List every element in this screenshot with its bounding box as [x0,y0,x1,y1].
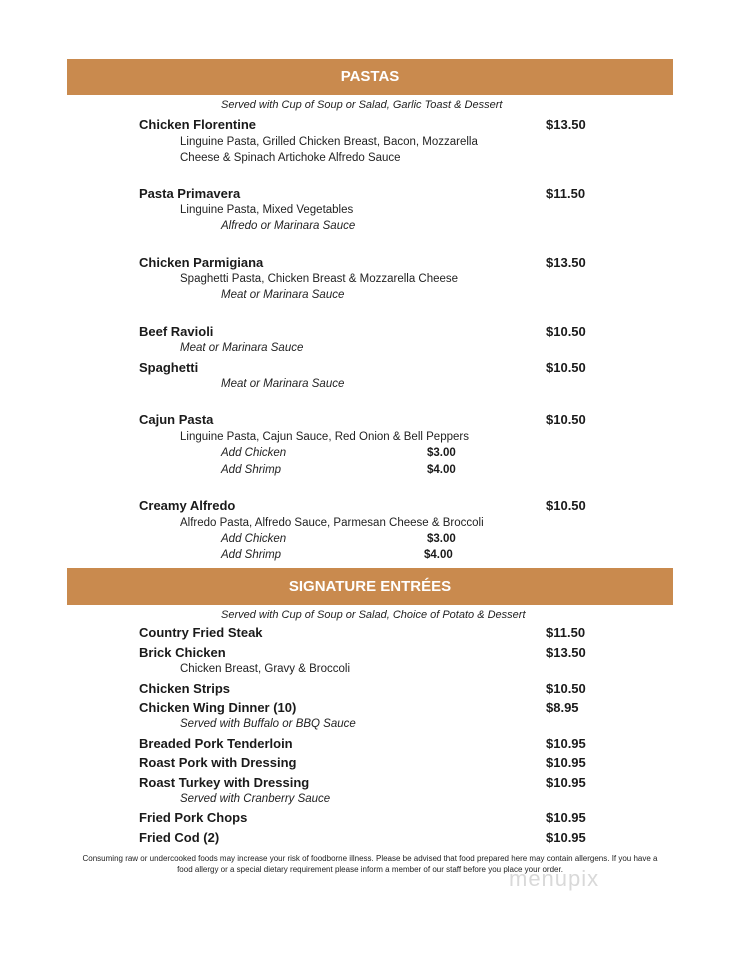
menu-item-price: $8.95 [546,700,579,715]
menu-item-addon-price: $4.00 [427,464,456,476]
menu-item-addon: Add Chicken [221,533,287,545]
menu-item-description: Alfredo Pasta, Alfredo Sauce, Parmesan Cheese & Broccoli [180,517,484,529]
watermark: menupix [509,866,600,891]
menu-item-name: Fried Cod (2) [139,830,220,845]
disclaimer-line: Consuming raw or undercooked foods may increase your risk of foodborne illness. Please be advised that food prepared here may contain allergens. If you have a [82,854,658,863]
menu-item-price: $11.50 [546,625,586,640]
menu-item-price: $10.50 [546,324,586,339]
menu-item-name: Breaded Pork Tenderloin [139,736,293,751]
menu-item-price: $13.50 [546,645,586,660]
menu-item-price: $10.95 [546,736,586,751]
menu-item-price: $10.50 [546,412,586,427]
menu-item-name: Chicken Florentine [139,117,257,132]
menu-item-addon-price: $4.00 [424,549,453,561]
menu-item-description: Spaghetti Pasta, Chicken Breast & Mozzarella Cheese [180,273,459,285]
menu-item-note: Served with Cranberry Sauce [180,793,331,805]
menu-item-price: $10.95 [546,755,586,770]
entrees-subtitle: Served with Cup of Soup or Salad, Choice of Potato & Dessert [221,609,526,621]
menu-item-name: Roast Turkey with Dressing [139,775,310,790]
menu-item-name: Fried Pork Chops [139,810,248,825]
menu-item-price: $10.95 [546,830,586,845]
menu-item-price: $13.50 [546,255,586,270]
menu-item-name: Roast Pork with Dressing [139,755,297,770]
menu-item-addon-price: $3.00 [427,447,456,459]
menu-item-description: Chicken Breast, Gravy & Broccoli [180,663,351,675]
menu-item-price: $10.95 [546,775,586,790]
menu-item-addon: Add Shrimp [221,549,282,561]
menu-item-price: $13.50 [546,117,586,132]
menu-item-name: Cajun Pasta [139,412,214,427]
menu-item-sauce: Alfredo or Marinara Sauce [221,220,356,232]
menu-item-sauce: Meat or Marinara Sauce [221,289,345,301]
menu-item-sauce: Meat or Marinara Sauce [180,342,304,354]
menu-item-name: Brick Chicken [139,645,226,660]
menu-item-name: Beef Ravioli [139,324,214,339]
menu-item-description: Linguine Pasta, Mixed Vegetables [180,204,354,216]
menu-item-name: Creamy Alfredo [139,498,236,513]
pastas-subtitle: Served with Cup of Soup or Salad, Garlic Toast & Dessert [221,99,503,111]
disclaimer-line: food allergy or a special dietary requirement please inform a member of our staff before you place your order. [177,865,563,874]
menu-item-description: Linguine Pasta, Cajun Sauce, Red Onion & Bell Peppers [180,431,469,443]
menu-item-name: Country Fried Steak [139,625,263,640]
menu-item-name: Spaghetti [139,360,199,375]
menu-item-addon-price: $3.00 [427,533,456,545]
menu-item-note: Served with Buffalo or BBQ Sauce [180,718,356,730]
menu-item-name: Chicken Parmigiana [139,255,264,270]
menu-item-sauce: Meat or Marinara Sauce [221,378,345,390]
menu-item-price: $10.50 [546,360,586,375]
menu-item-price: $10.50 [546,498,586,513]
menu-item-description: Linguine Pasta, Grilled Chicken Breast, Bacon, Mozzarella [180,136,478,148]
menu-item-name: Chicken Strips [139,681,231,696]
menu-item-description: Cheese & Spinach Artichoke Alfredo Sauce [180,152,401,164]
menu-item-name: Pasta Primavera [139,186,241,201]
menu-item-name: Chicken Wing Dinner (10) [139,700,297,715]
pastas-header: PASTAS [67,59,673,95]
menu-item-price: $10.95 [546,810,586,825]
entrees-header: SIGNATURE ENTRÉES [67,568,673,605]
menu-item-addon: Add Shrimp [221,464,282,476]
menu-item-addon: Add Chicken [221,447,287,459]
menu-item-price: $11.50 [546,186,586,201]
menu-item-price: $10.50 [546,681,586,696]
